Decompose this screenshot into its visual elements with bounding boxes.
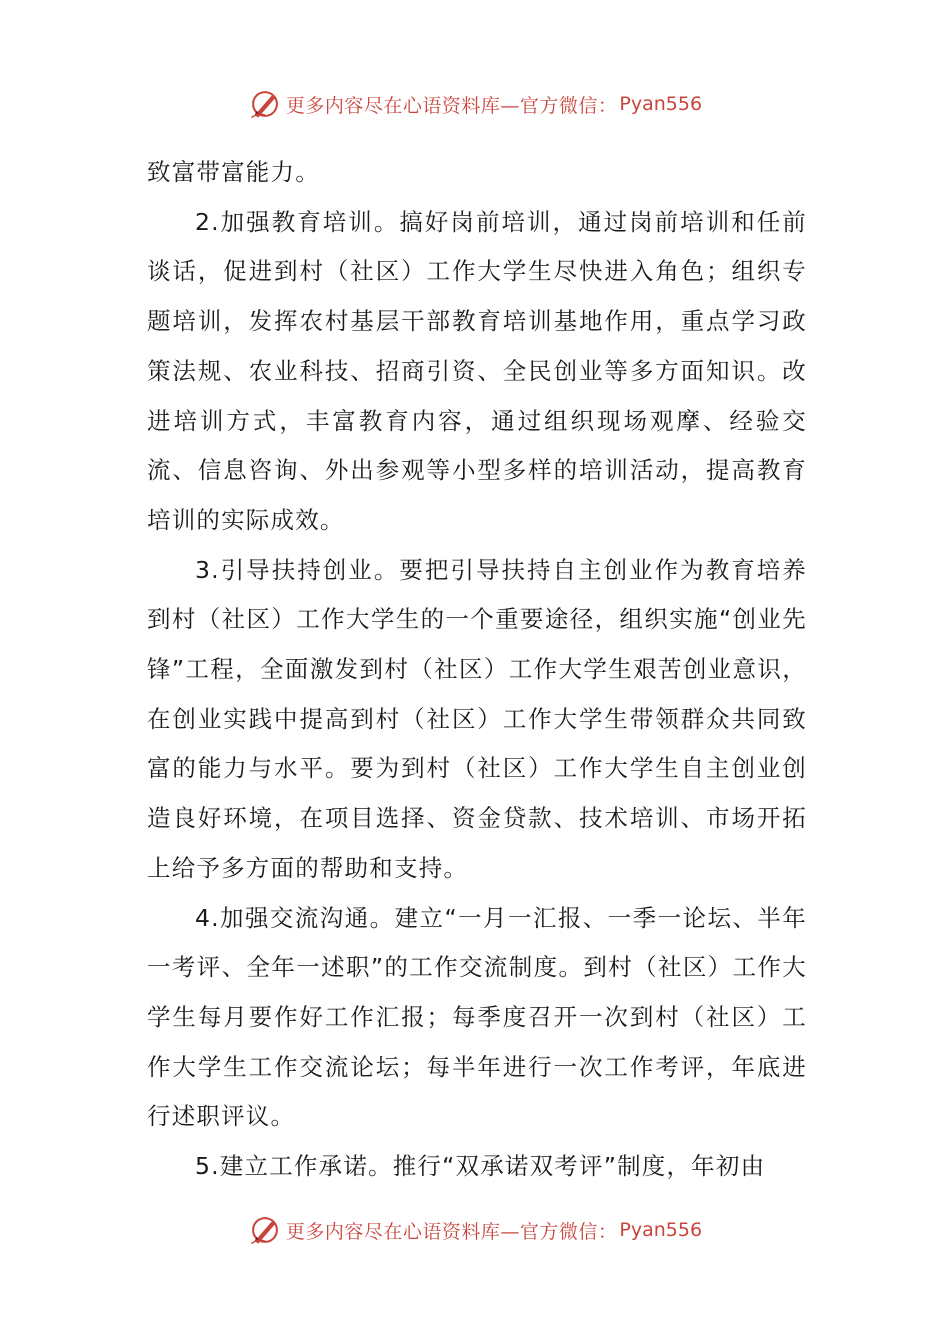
document-body (147, 148, 807, 1192)
paragraph-4-communication: 4.加强交流沟通。建立“一月一汇报、一季一论坛、半年一考评、全年一述职”的工作交流制度。到村（社区）工作大学生每月要作好工作汇报；每季度召开一次到村（社区）工作大学生工作交流论坛；每半年进行一次工作考评，年底进行述职评议。 (147, 903, 807, 1131)
header-banner-wechat-id: Pyan556 (619, 93, 703, 115)
header-banner-text: 更多内容尽在心语资料库—官方微信： (285, 94, 618, 117)
paragraph-3-entrepreneurship-support: 3.引导扶持创业。要把引导扶持自主创业作为教育培养到村（社区）工作大学生的一个重要途径，组织实施“创业先锋”工程，全面激发到村（社区）工作大学生艰苦创业意识，在创业实践中提高到村（社区）工作大学生带领群众共同致富的能力与水平。要为到村（社区）工作大学生自主创业创造良好环境，在项目选择、资金贷款、技术培训、市场开拓上给予多方面的帮助和支持。 (147, 555, 807, 882)
paragraph-2-education-training: 2.加强教育培训。搞好岗前培训，通过岗前培训和任前谈话，促进到村（社区）工作大学生尽快进入角色；组织专题培训，发挥农村基层干部教育培训基地作用，重点学习政策法规、农业科技、招商引资、全民创业等多方面知识。改进培训方式，丰富教育内容，通过组织现场观摩、经验交流、信息咨询、外出参观等小型多样的培训活动，提高教育培训的实际成效。 (147, 207, 807, 534)
footer-banner (0, 1208, 950, 1252)
pen-logo-icon (248, 1213, 282, 1247)
pen-logo-icon (248, 87, 282, 121)
footer-banner-wechat-id: Pyan556 (619, 1219, 703, 1241)
header-banner (0, 82, 950, 126)
paragraph-continuation: 致富带富能力。 (147, 158, 320, 186)
footer-banner-text: 更多内容尽在心语资料库—官方微信： (285, 1220, 618, 1243)
paragraph-5-work-commitment: 5.建立工作承诺。推行“双承诺双考评”制度，年初由 (195, 1152, 766, 1181)
